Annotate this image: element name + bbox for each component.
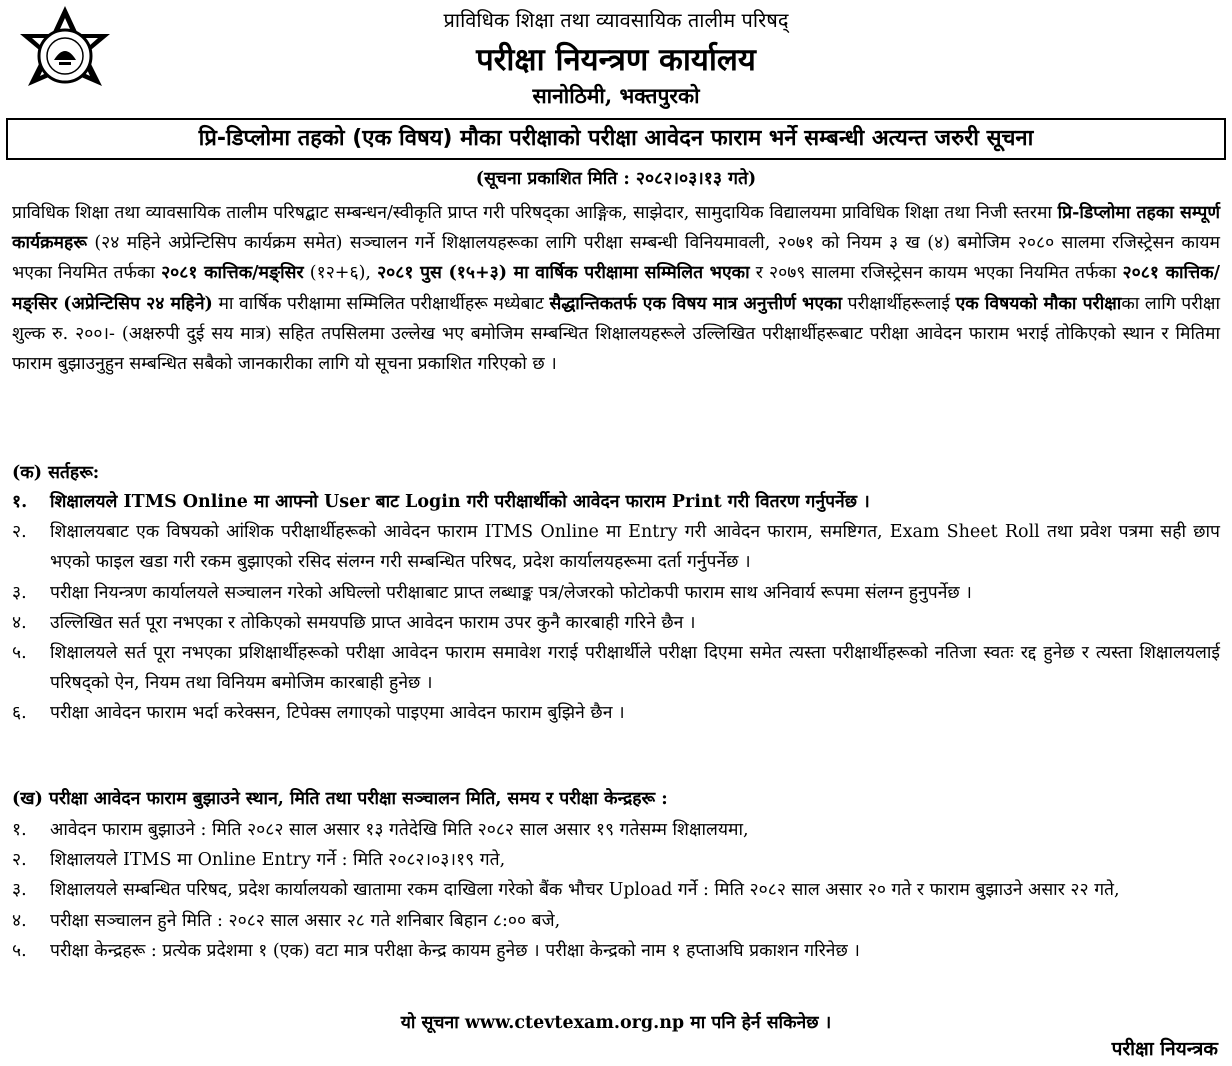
list-item bbox=[12, 875, 1220, 905]
body-text: र २०७९ सालमा रजिस्ट्रेसन कायम भएका नियमित तर्फका bbox=[749, 263, 1123, 284]
list-item bbox=[12, 578, 1220, 608]
item-number: ३. bbox=[12, 582, 27, 603]
list-item bbox=[12, 487, 1220, 517]
list-item bbox=[12, 698, 1220, 728]
body-text: (२४ महिने अप्रेन्टिसिप कार्यक्रम समेत) सञ्चालन गर्ने शिक्षालयहरूका लागि परीक्षा सम्बन्धी विनियमावली, २०७१ को नियम ३ ख (४) बमोजिम २०८० सालमा रजिस्ट्रेसन कायम भएका नियमित तर्फका bbox=[12, 233, 1220, 284]
body-text: का लागि परीक्षा शुल्क रु. २००।- (अक्षरुपी दुई सय मात्र) सहित तपसिलमा उल्लेख भए बमोजिम सम्बन्धित शिक्षालयहरूले उल्लिखित परीक्षार्थीहरूबाट परीक्षा आवेदन फाराम भराई तोकिएको स्थान र मितिमा फाराम बुझाउनुहुन सम्बन्धित सबैको जानकारीका लागि यो सूचना प्रकाशित गरिएको छ । bbox=[12, 293, 1221, 375]
schedule-heading: (ख) परीक्षा आवेदन फाराम बुझाउने स्थान, मिति तथा परीक्षा सञ्चालन मिति, समय र परीक्षा केन्द्रहरू : bbox=[12, 789, 668, 809]
body-bold-text: २०८१ पुस (१५+३) मा वार्षिक परीक्षामा सम्मिलित भएका bbox=[377, 263, 750, 284]
body-text: (१२+६), bbox=[303, 263, 378, 284]
item-text: परीक्षा सञ्चालन हुने मिति : २०८२ साल असार २८ गते शनिबार बिहान ८:०० बजे, bbox=[50, 910, 561, 931]
list-item bbox=[12, 936, 1220, 966]
item-number: ३. bbox=[12, 880, 27, 901]
office-location: सानोठिमी, भक्तपुरको bbox=[532, 83, 700, 108]
item-number: ४. bbox=[12, 910, 27, 931]
item-number: ५. bbox=[12, 940, 27, 961]
item-number: १. bbox=[12, 492, 28, 512]
body-bold-text: प्रि-डिप्लोमा तहका सम्पूर्ण कार्यक्रमहरू bbox=[12, 203, 1220, 254]
body-text: मा वार्षिक परीक्षामा सम्मिलित परीक्षार्थीहरू मध्येबाट bbox=[212, 293, 550, 314]
item-number: ५. bbox=[12, 643, 27, 664]
website-note: यो सूचना www.ctevtexam.org.np मा पनि हेर्न सकिनेछ । bbox=[400, 1013, 832, 1033]
council-name: प्राविधिक शिक्षा तथा व्यावसायिक तालीम परिषद् bbox=[443, 8, 789, 32]
item-text: परीक्षा नियन्त्रण कार्यालयले सञ्चालन गरेको अघिल्लो परीक्षाबाट प्राप्त लब्धाङ्क पत्र/लेजरको फोटोकपी फाराम साथ अनिवार्य रूपमा संलग्न हुनुपर्नेछ । bbox=[50, 582, 972, 603]
body-text: प्राविधिक शिक्षा तथा व्यावसायिक तालीम परिषद्बाट सम्बन्धन/स्वीकृति प्राप्त गरी परिषद्का आङ्गिक, साझेदार, सामुदायिक विद्यालयमा प्राविधिक शिक्षा तथा निजी स्तरमा bbox=[12, 203, 1058, 223]
item-text: शिक्षालयबाट एक विषयको आंशिक परीक्षार्थीहरूको आवेदन फाराम ITMS Online मा Entry गरी आवेदन फाराम, समष्टिगत, Exam Sheet Roll तथा प्रवेश पत्रमा सही छाप भएको फाइल खडा गरी रकम बुझाएको रसिद संलग्न गरी सम्बन्धित परिषद, प्रदेश कार्यालयहरूमा दर्ता गर्नुपर्नेछ । bbox=[50, 522, 1220, 573]
publication-date: (सूचना प्रकाशित मिति : २०८२।०३।१३ गते) bbox=[475, 169, 757, 189]
schedule-list bbox=[12, 815, 1220, 966]
item-number: ४. bbox=[12, 612, 27, 633]
item-number: १. bbox=[12, 820, 27, 840]
notice-title: प्रि-डिप्लोमा तहको (एक विषय) मौका परीक्षाको परीक्षा आवेदन फाराम भर्ने सम्बन्धी अत्यन्त जरुरी सूचना bbox=[6, 118, 1226, 160]
list-item bbox=[12, 906, 1220, 936]
item-text: आवेदन फाराम बुझाउने : मिति २०८२ साल असार १३ गतेदेखि मिति २०८२ साल असार १९ गतेसम्म शिक्षालयमा, bbox=[50, 820, 749, 840]
body-text: परीक्षार्थीहरूलाई bbox=[842, 293, 956, 314]
body-bold-text: २०८१ कात्तिक/मङ्सिर (अप्रेन्टिसिप २४ महिने) bbox=[12, 263, 1220, 314]
item-number: २. bbox=[12, 522, 27, 543]
item-text: परीक्षा केन्द्रहरू : प्रत्येक प्रदेशमा १ (एक) वटा मात्र परीक्षा केन्द्र कायम हुनेछ । परीक्षा केन्द्रको नाम १ हप्ताअघि प्रकाशन गरिनेछ । bbox=[50, 940, 860, 961]
signatory-title: परीक्षा नियन्त्रक bbox=[1111, 1038, 1218, 1060]
item-number: ६. bbox=[12, 703, 27, 724]
conditions-list bbox=[12, 487, 1220, 729]
list-item bbox=[12, 845, 1220, 875]
item-number: २. bbox=[12, 850, 27, 871]
body-bold-text: एक विषयको मौका परीक्षा bbox=[955, 293, 1122, 314]
item-text: शिक्षालयले सम्बन्धित परिषद, प्रदेश कार्यालयको खातामा रकम दाखिला गरेको बैंक भौचर Upload गर्ने : मिति २०८२ साल असार २० गते र फाराम बुझाउने असार २२ गते, bbox=[50, 880, 1120, 901]
body-bold-text: २०८१ कात्तिक/मङ्सिर bbox=[161, 263, 304, 284]
item-text: परीक्षा आवेदन फाराम भर्दा करेक्सन, टिपेक्स लगाएको पाइएमा आवेदन फाराम बुझिने छैन । bbox=[50, 703, 625, 724]
body-bold-text: सैद्धान्तिकतर्फ एक विषय मात्र अनुत्तीर्ण भएका bbox=[549, 293, 843, 314]
notice-body bbox=[12, 198, 1220, 379]
list-item bbox=[12, 815, 1220, 845]
conditions-heading: (क) सर्तहरू: bbox=[12, 463, 100, 483]
item-text: उल्लिखित सर्त पूरा नभएका र तोकिएको समयपछि प्राप्त आवेदन फाराम उपर कुनै कारबाही गरिने छैन । bbox=[50, 612, 696, 633]
list-item bbox=[12, 608, 1220, 638]
list-item bbox=[12, 517, 1220, 577]
letterhead bbox=[0, 0, 1232, 118]
item-text: शिक्षालयले ITMS मा Online Entry गर्ने : मिति २०८२।०३।१९ गते, bbox=[50, 850, 506, 871]
office-name: परीक्षा नियन्त्रण कार्यालय bbox=[476, 42, 756, 78]
list-item bbox=[12, 638, 1220, 698]
item-text: शिक्षालयले ITMS Online मा आफ्नो User बाट Login गरी परीक्षार्थीको आवेदन फाराम Print गरी वितरण गर्नुपर्नेछ । bbox=[50, 492, 870, 512]
item-text: शिक्षालयले सर्त पूरा नभएका प्रशिक्षार्थीहरूको परीक्षा आवेदन फाराम समावेश गराई परीक्षार्थीले परीक्षा दिएमा समेत त्यस्ता परीक्षार्थीहरूको नतिजा स्वतः रद्द हुनेछ र त्यस्ता शिक्षालयलाई परिषद्को ऐन, नियम तथा विनियम बमोजिम कारबाही हुनेछ । bbox=[50, 643, 1220, 694]
ctevt-emblem-icon bbox=[10, 4, 120, 112]
